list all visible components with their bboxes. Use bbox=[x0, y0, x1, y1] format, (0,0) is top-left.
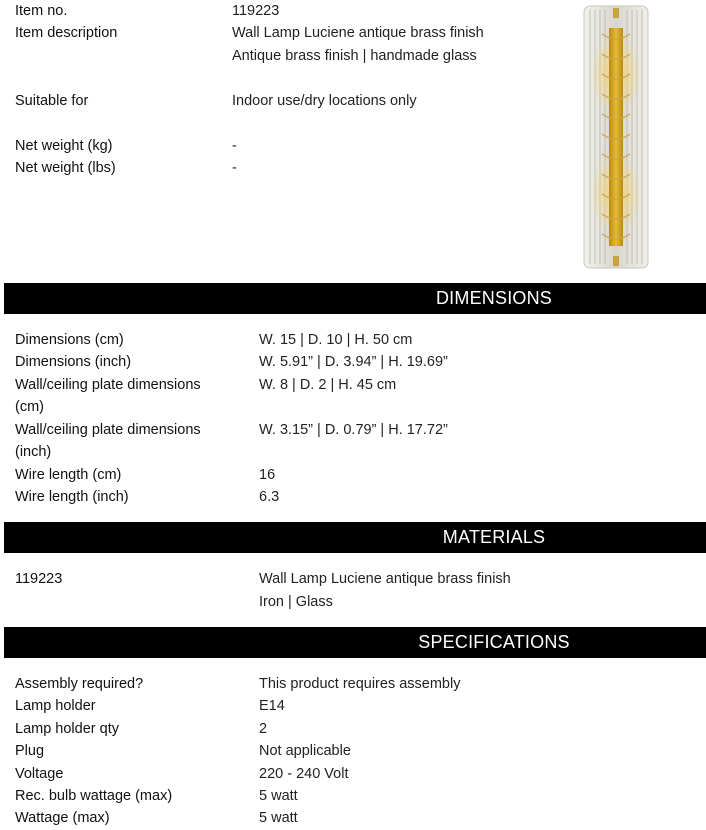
spec-value: This product requires assembly bbox=[259, 676, 461, 692]
dimension-value: W. 15 | D. 10 | H. 50 cm bbox=[259, 332, 413, 348]
table-row bbox=[0, 464, 706, 486]
item-description-line1: Wall Lamp Luciene antique brass finish bbox=[232, 25, 484, 41]
table-row bbox=[0, 568, 706, 590]
spec-label: Lamp holder qty bbox=[15, 721, 119, 737]
table-row bbox=[0, 785, 706, 807]
dimension-value: W. 5.91” | D. 3.94” | H. 19.69” bbox=[259, 354, 448, 370]
dimension-label: Wall/ceiling plate dimensions bbox=[15, 377, 201, 393]
dimension-label: Wire length (inch) bbox=[15, 489, 129, 505]
spec-value: E14 bbox=[259, 698, 285, 714]
suitable-value: Indoor use/dry locations only bbox=[232, 93, 417, 109]
materials-title: MATERIALS bbox=[442, 527, 546, 547]
specifications-header bbox=[4, 627, 706, 658]
dimension-label: (inch) bbox=[15, 444, 52, 460]
dimensions-title: DIMENSIONS bbox=[435, 288, 552, 308]
spec-value: 5 watt bbox=[259, 788, 298, 804]
spec-value: 220 - 240 Volt bbox=[259, 766, 349, 782]
dimension-label: Wall/ceiling plate dimensions bbox=[15, 422, 201, 438]
table-row bbox=[0, 695, 706, 717]
spec-value: 5 watt bbox=[259, 810, 298, 826]
spec-label: Plug bbox=[15, 743, 45, 759]
table-row bbox=[0, 718, 706, 740]
table-row bbox=[0, 673, 706, 695]
material-label: 119223 bbox=[15, 571, 63, 587]
dimension-value: W. 3.15” | D. 0.79” | H. 17.72” bbox=[259, 422, 448, 438]
dimension-value: 16 bbox=[259, 467, 276, 483]
table-row bbox=[0, 591, 706, 613]
material-line2: Iron | Glass bbox=[259, 594, 333, 610]
material-line1: Wall Lamp Luciene antique brass finish bbox=[259, 571, 511, 587]
item-description-label: Item description bbox=[15, 25, 118, 41]
item-number-value: 119223 bbox=[232, 3, 280, 19]
weight-lbs-value: - bbox=[232, 160, 237, 176]
table-row bbox=[0, 419, 706, 441]
table-row bbox=[0, 351, 706, 373]
table-row bbox=[0, 329, 706, 351]
specifications-title: SPECIFICATIONS bbox=[418, 632, 570, 652]
weight-kg-value: - bbox=[232, 138, 237, 154]
table-row bbox=[0, 396, 706, 418]
spec-label: Voltage bbox=[15, 766, 64, 782]
spec-label: Lamp holder bbox=[15, 698, 96, 714]
table-row bbox=[0, 740, 706, 762]
spec-label: Rec. bulb wattage (max) bbox=[15, 788, 173, 804]
spec-value: Not applicable bbox=[259, 743, 351, 759]
item-description-line2: Antique brass finish | handmade glass bbox=[232, 48, 477, 64]
suitable-label: Suitable for bbox=[15, 93, 89, 109]
dimension-label: Dimensions (cm) bbox=[15, 332, 124, 348]
table-row bbox=[0, 374, 706, 396]
wall-lamp-icon bbox=[580, 4, 652, 270]
table-row bbox=[0, 807, 706, 829]
dimensions-header bbox=[4, 283, 706, 314]
table-row bbox=[0, 763, 706, 785]
item-number-label: Item no. bbox=[15, 3, 68, 19]
table-row bbox=[0, 486, 706, 508]
spec-label: Assembly required? bbox=[15, 676, 144, 692]
spec-label: Wattage (max) bbox=[15, 810, 110, 826]
table-row bbox=[0, 441, 706, 463]
dimension-value: 6.3 bbox=[259, 489, 280, 505]
dimension-value: W. 8 | D. 2 | H. 45 cm bbox=[259, 377, 397, 393]
dimension-label: Wire length (cm) bbox=[15, 467, 122, 483]
weight-lbs-label: Net weight (lbs) bbox=[15, 160, 116, 176]
dimension-label: Dimensions (inch) bbox=[15, 354, 132, 370]
spec-value: 2 bbox=[259, 721, 268, 737]
materials-header bbox=[4, 522, 706, 553]
weight-kg-label: Net weight (kg) bbox=[15, 138, 113, 154]
dimension-label: (cm) bbox=[15, 399, 44, 415]
